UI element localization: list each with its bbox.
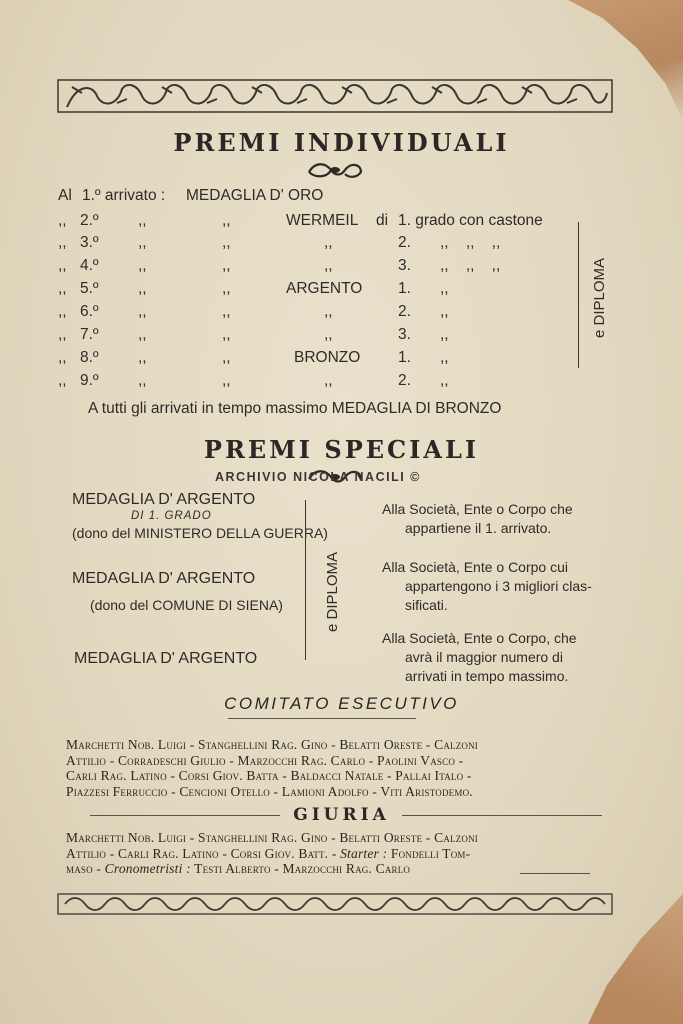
row-position: 9.º [80, 372, 99, 389]
special-brace [305, 500, 306, 660]
special-recipient-3-line3: arrivati in tempo massimo. [405, 668, 569, 684]
row-prefix: ,, [58, 372, 67, 389]
row-prefix: ,, [58, 257, 67, 274]
special-recipient-2-line3: sificati. [405, 597, 448, 613]
ditto-mark: ,, [440, 303, 449, 320]
row-medal: ARGENTO [286, 280, 363, 297]
ditto-mark: ,, [222, 303, 231, 320]
special-diploma-vertical: e DIPLOMA [324, 551, 341, 632]
comitato-rule [228, 718, 416, 719]
row-prefix: ,, [58, 234, 67, 251]
row-prefix: ,, [58, 303, 67, 320]
row-position: 6.º [80, 303, 99, 320]
row-grade: 3. [398, 326, 411, 343]
special-recipient-1-line1: Alla Società, Ente o Corpo che [382, 501, 573, 517]
title-premi-individuali: PREMI INDIVIDUALI [173, 128, 510, 157]
row-medal: BRONZO [294, 349, 361, 366]
ditto-mark: ,, [138, 349, 147, 366]
ditto-mark: ,, [138, 303, 147, 320]
ditto-mark: ,, [138, 234, 147, 251]
comitato-line-2: Attilio - Corradeschi Giulio - Marzocchi Rag. Carlo - Paolini Vasco - [66, 752, 464, 768]
special-medal-3: MEDAGLIA D' ARGENTO [74, 650, 258, 667]
row-prefix: ,, [58, 326, 67, 343]
row-grade: 2. [398, 372, 411, 389]
row-position: 3.º [80, 234, 99, 251]
special-recipient-2-line1: Alla Società, Ente o Corpo cui [382, 559, 568, 575]
row-position: 4.º [80, 257, 99, 274]
row-medal: ,, [324, 326, 333, 343]
special-medal-2: MEDAGLIA D' ARGENTO [72, 570, 256, 587]
special-recipient-3-line1: Alla Società, Ente o Corpo, che [382, 630, 577, 646]
ditto-mark: ,, [440, 372, 449, 389]
diploma-brace [578, 222, 579, 368]
row-di: di [376, 212, 389, 229]
row-medal: ,, [324, 372, 333, 389]
row-prefix: ,, [58, 280, 67, 297]
ditto-mark: ,, [138, 212, 147, 229]
comitato-title: COMITATO ESECUTIVO [224, 694, 459, 713]
comitato-names [66, 737, 611, 799]
ditto-mark: ,, [138, 326, 147, 343]
ditto-mark: ,, [222, 349, 231, 366]
comitato-line-1: Marchetti Nob. Luigi - Stanghellini Rag. Gino - Belatti Oreste - Calzoni [66, 737, 479, 752]
row-medal: MEDAGLIA D' ORO [186, 187, 324, 204]
row-grade: 2. [398, 303, 411, 320]
ditto-mark: ,, [138, 280, 147, 297]
ditto-mark: ,, [440, 280, 449, 297]
row-grade: 1. grado con castone [398, 212, 543, 229]
row-position: 7.º [80, 326, 99, 343]
row-position: 8.º [80, 349, 99, 366]
ditto-mark: ,, [222, 326, 231, 343]
special-medal-1-grade: DI 1. GRADO [131, 510, 212, 522]
cronometristi-label: Cronometristi : [104, 861, 191, 876]
row-grade: 2. [398, 234, 411, 251]
giuria-line-3-c: Testi Alberto - Marzocchi Rag. Carlo [190, 861, 411, 876]
giuria-end-rule [520, 873, 590, 874]
row-medal: WERMEIL [286, 212, 359, 229]
fleuron-ornament [305, 160, 365, 180]
ditto-mark: ,, [138, 257, 147, 274]
special-recipient-2-line2: appartengono i 3 migliori clas- [405, 578, 592, 594]
ditto-mark: ,, [440, 326, 449, 343]
archive-watermark: ARCHIVIO NICOLA NACILI © [215, 470, 421, 484]
giuria-title: GIURIA [293, 805, 390, 825]
comitato-line-3: Carli Rag. Latino - Corsi Giov. Batta - Baldacci Natale - Pallai Italo - [66, 768, 472, 783]
tempo-massimo-note: A tutti gli arrivati in tempo massimo MEDAGLIA DI BRONZO [88, 400, 502, 417]
special-recipient-3-line2: avrà il maggior numero di [405, 649, 563, 665]
row-grade: 1. [398, 280, 411, 297]
top-ornamental-border [57, 79, 613, 113]
giuria-line-3 [66, 861, 611, 877]
starter-label: Starter : [340, 845, 388, 861]
row-medal: ,, [324, 257, 333, 274]
special-medal-2-donor: (dono del COMUNE DI SIENA) [90, 597, 283, 613]
giuria-names [66, 830, 611, 877]
giuria-line-2-c: Fondelli Tom- [387, 845, 471, 861]
giuria-line-2 [66, 846, 611, 862]
ditto-mark: ,, [222, 280, 231, 297]
diploma-label-vertical: e DIPLOMA [591, 257, 608, 338]
giuria-line-1: Marchetti Nob. Luigi - Stanghellini Rag. Gino - Belatti Oreste - Calzoni [66, 830, 479, 845]
comitato-line-4: Piazzesi Ferruccio - Cencioni Otello - Lamioni Adolfo - Viti Aristodemo. [66, 783, 473, 799]
row-position: 5.º [80, 280, 99, 297]
bottom-ornamental-border [57, 893, 613, 915]
row-grade: 3. [398, 257, 411, 274]
special-medal-1: MEDAGLIA D' ARGENTO [72, 491, 256, 508]
ditto-mark: ,, [222, 372, 231, 389]
ditto-mark: ,, [222, 212, 231, 229]
row-medal: ,, [324, 303, 333, 320]
title-premi-speciali: PREMI SPECIALI [203, 435, 480, 464]
ditto-mark: ,, ,, ,, [440, 234, 501, 251]
giuria-line-3-a: maso - [66, 861, 105, 876]
ditto-mark: ,, [222, 234, 231, 251]
row-position: 2.º [80, 212, 99, 229]
row-grade: 1. [398, 349, 411, 366]
ditto-mark: ,, [222, 257, 231, 274]
special-recipient-1-line2: appartiene il 1. arrivato. [405, 520, 552, 536]
row-prefix: Al [58, 187, 72, 204]
ditto-mark: ,, [138, 372, 147, 389]
row-prefix: ,, [58, 349, 67, 366]
ditto-mark: ,, ,, ,, [440, 257, 501, 274]
row-prefix: ,, [58, 212, 67, 229]
row-position: 1.º arrivato : [82, 187, 166, 204]
special-medal-1-donor: (dono del MINISTERO DELLA GUERRA) [72, 525, 328, 541]
row-medal: ,, [324, 234, 333, 251]
giuria-line-2-a: Attilio - Carli Rag. Latino - Corsi Giov. Batt. - [66, 845, 341, 861]
ditto-mark: ,, [440, 349, 449, 366]
